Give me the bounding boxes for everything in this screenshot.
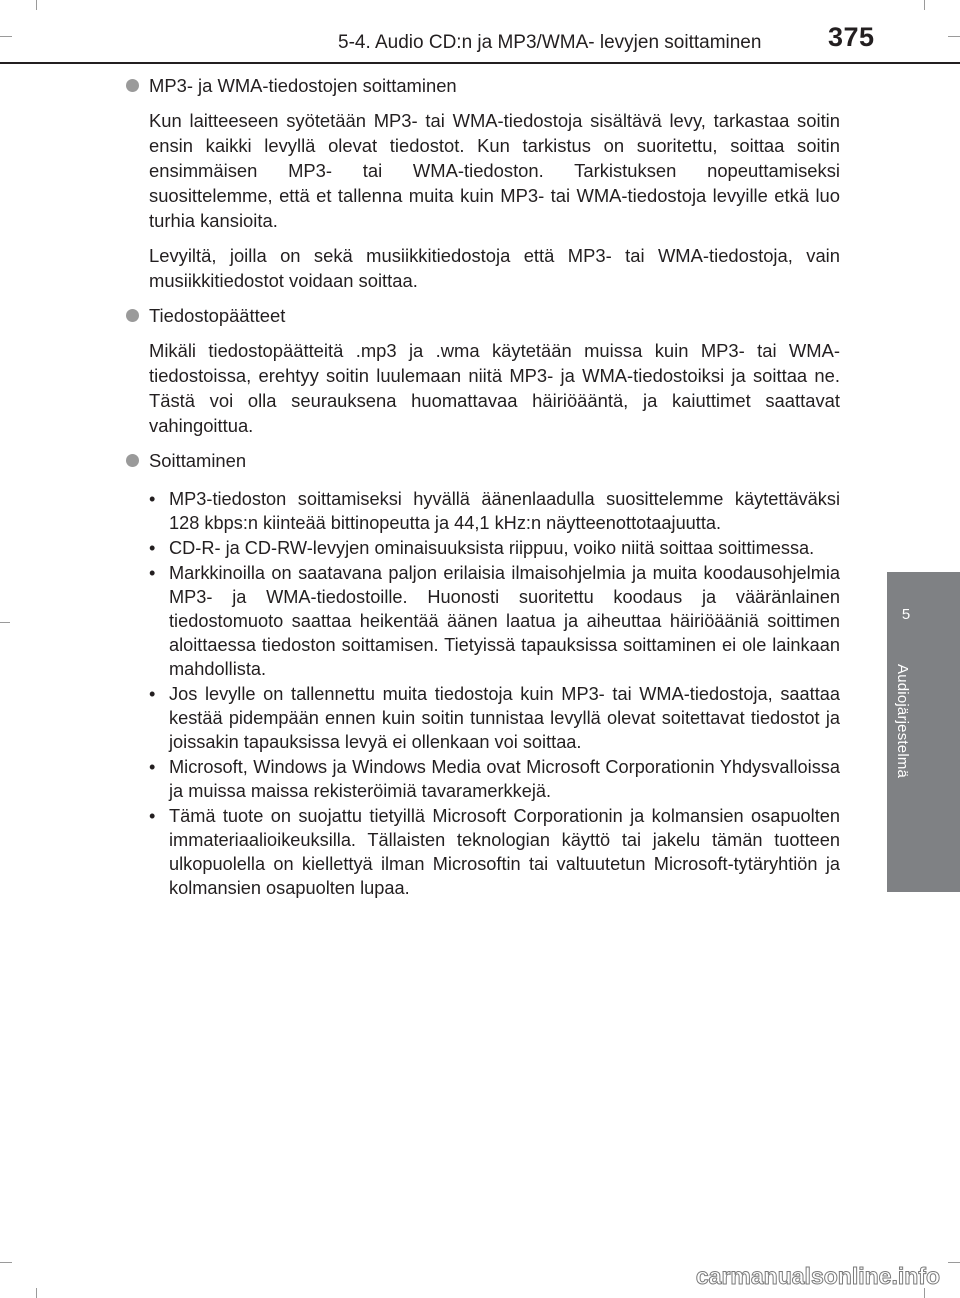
bullet-dot-icon	[126, 79, 139, 92]
list-bullet: •	[149, 806, 156, 826]
page-number: 375	[828, 22, 875, 52]
section-heading-text: Soittaminen	[149, 450, 247, 471]
list-item-text: Tämä tuote on suojattu tietyillä Microsoft Corporationin ja kolmansien osapuolten immateriaalioikeuksilla. Tällaisten teknologian käyttö tai jakelu tämän tuotteen ulkopuolella on kiellettyä ilman Microsoftin tai valtuutetun Microsoft-tytäryhtiön ja kolmansien osapuolten lupaa.	[169, 806, 840, 898]
section-heading	[126, 303, 840, 328]
chapter-title: 5-4. Audio CD:n ja MP3/WMA- levyjen soittaminen	[338, 32, 762, 53]
page-content	[128, 73, 840, 901]
list-bullet: •	[149, 757, 156, 777]
section-playback	[128, 448, 840, 900]
list-item	[149, 561, 840, 681]
list-bullet: •	[149, 563, 156, 583]
list-bullet: •	[149, 489, 156, 509]
section-heading	[126, 73, 840, 98]
watermark	[648, 1258, 948, 1298]
list-item-text: Markkinoilla on saatavana paljon erilaisia ilmaisohjelmia ja muita koodausohjelmia MP3- ja WMA-tiedostoille. Huonosti suoritettu koodaus ja vääränlainen tiedostomuoto saattaa heikentää äänen laatua ja aiheuttaa häiriöääniä soittimen aloittaessa tiedoston soittamisen. Tietyissä tapauksissa soittaminen ei ole lainkaan mahdollista.	[169, 563, 840, 679]
section-heading-text: MP3- ja WMA-tiedostojen soittaminen	[149, 75, 457, 96]
header-rule	[0, 62, 960, 64]
paragraph: Mikäli tiedostopäätteitä .mp3 ja .wma käytetään muissa kuin MP3- tai WMA-tiedostoissa, erehtyy soitin luulemaan niitä MP3- ja WMA-tiedostoiksi ja soittaa ne. Tästä voi olla seurauksena huomattavaa häiriöääntä, ja kaiuttimet saattavat vahingoittua.	[149, 340, 840, 436]
list-item	[149, 755, 840, 803]
paragraph: Kun laitteeseen syötetään MP3- tai WMA-tiedostoja sisältävä levy, tarkastaa soitin ensin kaikki levyllä olevat tiedostot. Kun tarkistus on suoritettu, soittaa soitin ensimmäisen MP3- tai WMA-tiedoston. Tarkistuksen nopeuttamiseksi suosittelemme, että et tallenna muita kuin MP3- tai WMA-tiedostoja levyille etkä luo turhia kansioita.	[149, 110, 840, 231]
bullet-dot-icon	[126, 454, 139, 467]
playback-notes-list	[149, 487, 840, 900]
list-item-text: Jos levylle on tallennettu muita tiedostoja kuin MP3- tai WMA-tiedostoja, saattaa kestää pidempään ennen kuin soitin tunnistaa levyllä olevat soitettavat tiedostot ja joissakin tapauksissa levyä ei ollenkaan voi soittaa.	[169, 684, 840, 752]
bullet-dot-icon	[126, 309, 139, 322]
list-item-text: CD-R- ja CD-RW-levyjen ominaisuuksista riippuu, voiko niitä soittaa soittimessa.	[169, 538, 815, 558]
list-item-text: Microsoft, Windows ja Windows Media ovat Microsoft Corporationin Yhdysvalloissa ja muissa maissa rekisteröimiä tavaramerkkejä.	[169, 757, 840, 801]
list-item-text: MP3-tiedoston soittamiseksi hyvällä äänenlaadulla suosittelemme käytettäväksi 128 kbps:n kiinteää bittinopeutta ja 44,1 kHz:n näytteenottotaajuutta.	[169, 489, 840, 533]
list-bullet: •	[149, 538, 156, 558]
page-header	[0, 0, 960, 62]
section-mp3-wma	[128, 73, 840, 293]
paragraph: Levyiltä, joilla on sekä musiikkitiedostoja että MP3- tai WMA-tiedostoja, vain musiikkitiedostot voidaan soittaa.	[149, 245, 840, 291]
list-item	[149, 536, 840, 560]
side-tab-label: Audiojärjestelmä	[894, 664, 911, 779]
list-item	[149, 804, 840, 900]
crop-mark	[948, 1262, 960, 1263]
section-heading-text: Tiedostopäätteet	[149, 305, 286, 326]
list-bullet: •	[149, 684, 156, 704]
crop-mark	[0, 622, 10, 623]
list-item	[149, 682, 840, 754]
list-item	[149, 487, 840, 535]
section-heading	[126, 448, 840, 473]
side-tab-number: 5	[901, 606, 911, 623]
crop-mark	[36, 1288, 37, 1298]
watermark-text: carmanualsonline.info	[695, 1263, 940, 1289]
section-file-extensions	[128, 303, 840, 438]
crop-mark	[0, 1262, 12, 1263]
